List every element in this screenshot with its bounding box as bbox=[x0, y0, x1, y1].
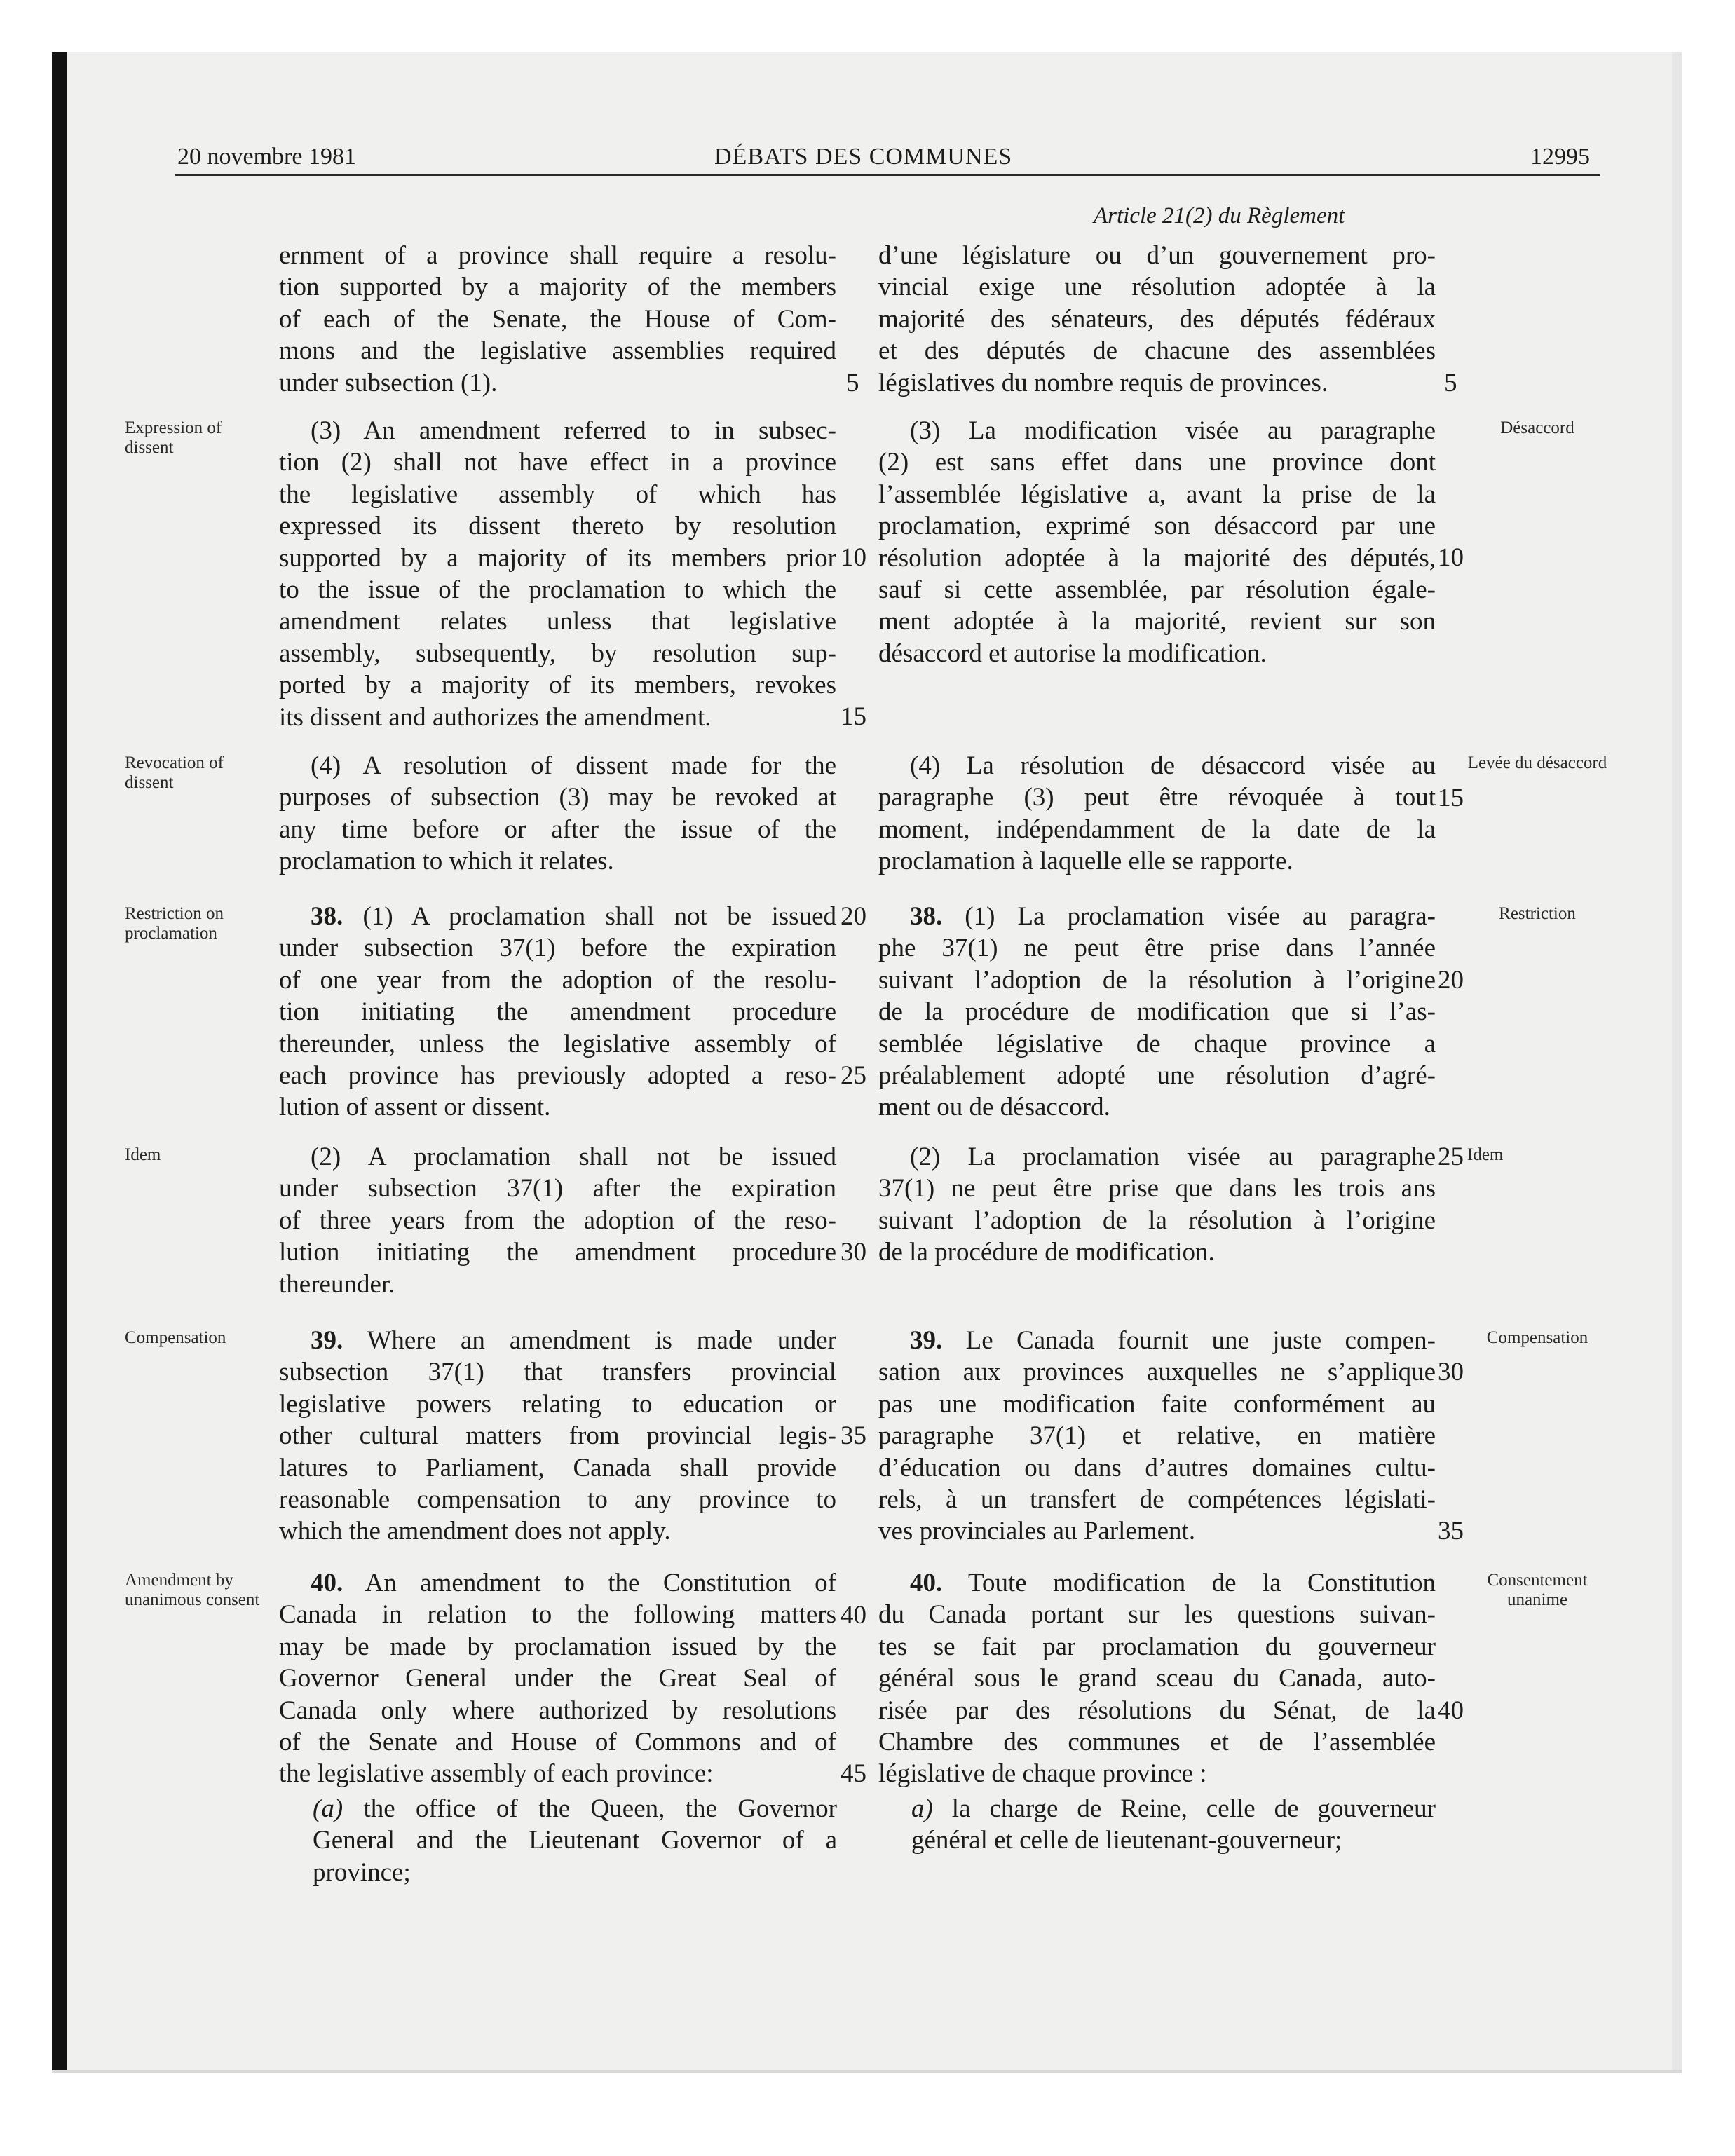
margin-note-en: Amendment by unanimous consent bbox=[125, 1571, 260, 1609]
line-number-en: 35 bbox=[841, 1421, 866, 1450]
french-section-38: 38. (1) La proclamation visée au paragra- phe 37(1) ne peut être prise dans l’année suivant l’adoption de la résolution à l’origine de la procédure de modification que si l’as- semblée législative de chaque province a préalablement adopté une résolution d’agré- ment ou de désaccord. bbox=[878, 902, 1436, 1122]
french-paragraph: d’une législature ou d’un gouvernement pro- vincial exige une résolution adoptée à la majorité des sénateurs, des députés fédéraux et des députés de chacune des assemblées législatives du nombre requis de provinces. bbox=[878, 241, 1436, 397]
french-section-39: 39. Le Canada fournit une juste compen- sation aux provinces auxquelles ne s’applique pas une modification faite conformément au paragraphe 37(1) et relative, en matière d’éducation ou dans d’autres domaines cultu- rels, à un transfert de compétences législati- ves provinciales au Parlement. bbox=[878, 1326, 1436, 1546]
margin-note-fr: Idem bbox=[1467, 1145, 1504, 1164]
header-date: 20 novembre 1981 bbox=[177, 144, 356, 170]
margin-note-fr: Désaccord bbox=[1500, 418, 1574, 437]
line-number-en: 15 bbox=[841, 702, 866, 731]
french-section-40: 40. Toute modification de la Constitution du Canada portant sur les questions suivan- tes se fait par proclamation du gouverneur général sous le grand sceau du Canada, auto- risée par des résolutions du Sénat, de la Chambre des communes et de l’assemblée législative de chaque province : bbox=[878, 1569, 1436, 1789]
english-paragraph: (2) A proclamation shall not be issued under subsection 37(1) after the expiration of three years from the adoption of the reso- lution initiating the amendment procedure thereunder. bbox=[279, 1142, 836, 1299]
line-number-fr: 35 bbox=[1438, 1517, 1464, 1546]
section-number: 38. bbox=[910, 902, 943, 931]
english-paragraph: ernment of a province shall require a resolu- tion supported by a majority of the members of each of the Senate, the House of Com- mons and the legislative assemblies required under subsection (1). bbox=[279, 241, 836, 397]
scan-left-edge bbox=[52, 52, 67, 2070]
french-paragraph: (4) La résolution de désaccord visée au paragraphe (3) peut être révoquée à tout moment, indépendamment de la date de la proclamation à laquelle elle se rapporte. bbox=[878, 751, 1436, 876]
margin-note-fr: Restriction bbox=[1499, 904, 1576, 923]
section-number: 38. bbox=[311, 902, 343, 931]
line-number-fr: 20 bbox=[1438, 966, 1464, 995]
section-number: 40. bbox=[910, 1569, 943, 1597]
margin-note-fr: Levée du désaccord bbox=[1467, 753, 1607, 772]
scan-bottom-edge bbox=[52, 2070, 1682, 2073]
section-number: 40. bbox=[311, 1569, 343, 1597]
margin-note-fr: Compensation bbox=[1486, 1328, 1588, 1347]
header-rule bbox=[175, 174, 1600, 176]
english-section-40: 40. An amendment to the Constitution of Canada in relation to the following matters may be made by proclamation issued by the Governor General under the Great Seal of Canada only where authorized by resolutions of the Senate and House of Commons and of the legislative assembly of each province: bbox=[279, 1569, 836, 1789]
margin-note-en: Expression of dissent bbox=[125, 418, 222, 457]
line-number-en: 25 bbox=[841, 1061, 866, 1090]
english-section-38: 38. (1) A proclamation shall not be issued under subsection 37(1) before the expiration of one year from the adoption of the resolu- tion initiating the amendment procedure thereunder, unless the legislative assembly of each province has previously adopted a reso- lution of assent or dissent. bbox=[279, 902, 836, 1122]
section-number: 39. bbox=[311, 1326, 343, 1355]
line-number-fr: 10 bbox=[1438, 543, 1464, 572]
line-number-en: 40 bbox=[841, 1601, 866, 1630]
header-title: DÉBATS DES COMMUNES bbox=[714, 144, 1013, 170]
english-section-39: 39. Where an amendment is made under subsection 37(1) that transfers provincial legislative powers relating to education or other cultural matters from provincial legis- latures to Parliament, Canada shall provide reasonable compensation to any province to which the amendment does not apply. bbox=[279, 1326, 836, 1546]
line-number-en: 45 bbox=[841, 1759, 866, 1788]
margin-note-en: Idem bbox=[125, 1145, 161, 1164]
line-number-fr: 15 bbox=[1438, 784, 1464, 812]
margin-note-fr: Consentement unanime bbox=[1487, 1571, 1588, 1609]
line-number-en: 5 bbox=[846, 369, 859, 397]
line-number-en: 10 bbox=[841, 543, 866, 572]
french-paragraph: (2) La proclamation visée au paragraphe 37(1) ne peut être prise que dans les trois ans suivant l’adoption de la résolution à l’origine de la procédure de modification. bbox=[878, 1142, 1436, 1267]
margin-note-en: Revocation of dissent bbox=[125, 753, 224, 792]
line-number-fr: 40 bbox=[1438, 1696, 1464, 1725]
english-paragraph: (4) A resolution of dissent made for the purposes of subsection (3) may be revoked at any time before or after the issue of the proclamation to which it relates. bbox=[279, 751, 836, 876]
margin-note-en: Restriction on proclamation bbox=[125, 904, 224, 943]
standing-order-reference: Article 21(2) du Règlement bbox=[1094, 203, 1345, 228]
scan-right-edge bbox=[1672, 52, 1682, 2070]
line-number-fr: 25 bbox=[1438, 1142, 1464, 1171]
line-number-en: 20 bbox=[841, 902, 866, 931]
line-number-fr: 5 bbox=[1444, 369, 1457, 397]
margin-note-en: Compensation bbox=[125, 1328, 226, 1347]
section-number: 39. bbox=[910, 1326, 943, 1355]
line-number-fr: 30 bbox=[1438, 1358, 1464, 1386]
line-number-en: 30 bbox=[841, 1238, 866, 1267]
page-number: 12995 bbox=[1530, 144, 1590, 170]
french-item-a: a) la charge de Reine, celle de gouverneur général et celle de lieutenant-gouverneur; bbox=[911, 1794, 1436, 1855]
french-paragraph: (3) La modification visée au paragraphe (2) est sans effet dans une province dont l’assemblée législative a, avant la prise de la proclamation, exprimé son désaccord par une résolution adoptée à la majorité des députés, sauf si cette assemblée, par résolution égale- ment adoptée à la majorité, revient sur son désaccord et autorise la modification. bbox=[878, 416, 1436, 668]
english-paragraph: (3) An amendment referred to in subsec- tion (2) shall not have effect in a province the legislative assembly of which has expressed its dissent thereto by resolution supported by a majority of its members prior to the issue of the proclamation to which the amendment relates unless that legislative assembly, subsequently, by resolution sup- ported by a majority of its members, revokes its dissent and authorizes the amendment. bbox=[279, 416, 836, 732]
english-item-a: (a) the office of the Queen, the Governor General and the Lieutenant Governor of a province; bbox=[313, 1794, 837, 1887]
